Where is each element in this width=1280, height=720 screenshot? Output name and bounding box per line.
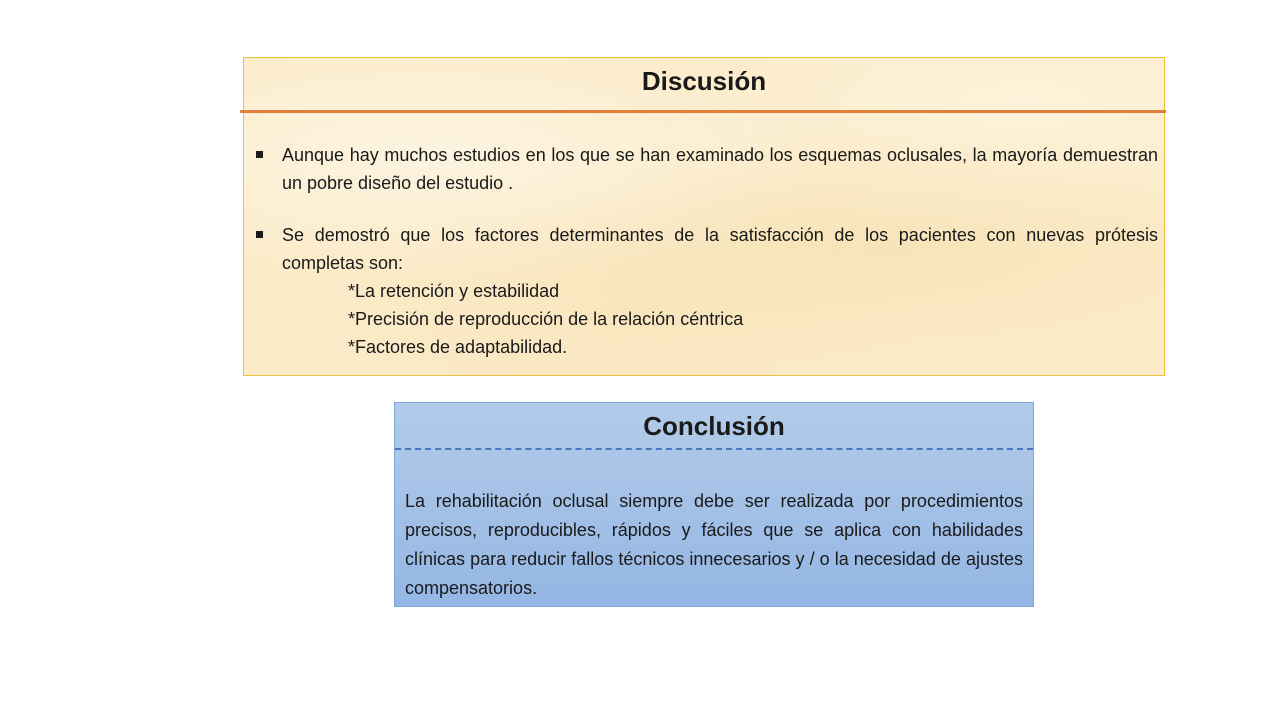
square-bullet-icon [256, 231, 263, 238]
conclusion-title: Conclusión [643, 411, 785, 441]
conclusion-text: La rehabilitación oclusal siempre debe ser realizada por procedimientos precisos, reproducibles, rápidos y fáciles que se aplica con habilidades clínicas para reducir fallos técnicos innecesarios y / o la necesidad de ajustes compensatorios. [405, 491, 1023, 598]
discussion-title: Discusión [641, 66, 767, 96]
conclusion-box [394, 402, 1034, 607]
discussion-bullet-item [256, 141, 1158, 197]
square-bullet-icon [256, 151, 263, 158]
discussion-bullet-item [256, 221, 1158, 361]
discussion-subitem: *Factores de adaptabilidad. [348, 337, 568, 357]
conclusion-divider [395, 448, 1033, 450]
discussion-bullet-text: Aunque hay muchos estudios en los que se han examinado los esquemas oclusales, la mayoría demuestran un pobre diseño del estudio . [282, 145, 1158, 193]
discussion-subitem: *Precisión de reproducción de la relación céntrica [348, 309, 744, 329]
discussion-divider [240, 110, 1166, 113]
discussion-subitem: *La retención y estabilidad [348, 281, 560, 301]
discussion-box [243, 57, 1165, 376]
discussion-list [256, 141, 1158, 361]
discussion-bullet-text: Se demostró que los factores determinantes de la satisfacción de los pacientes con nuevas prótesis completas son: [282, 225, 1158, 273]
